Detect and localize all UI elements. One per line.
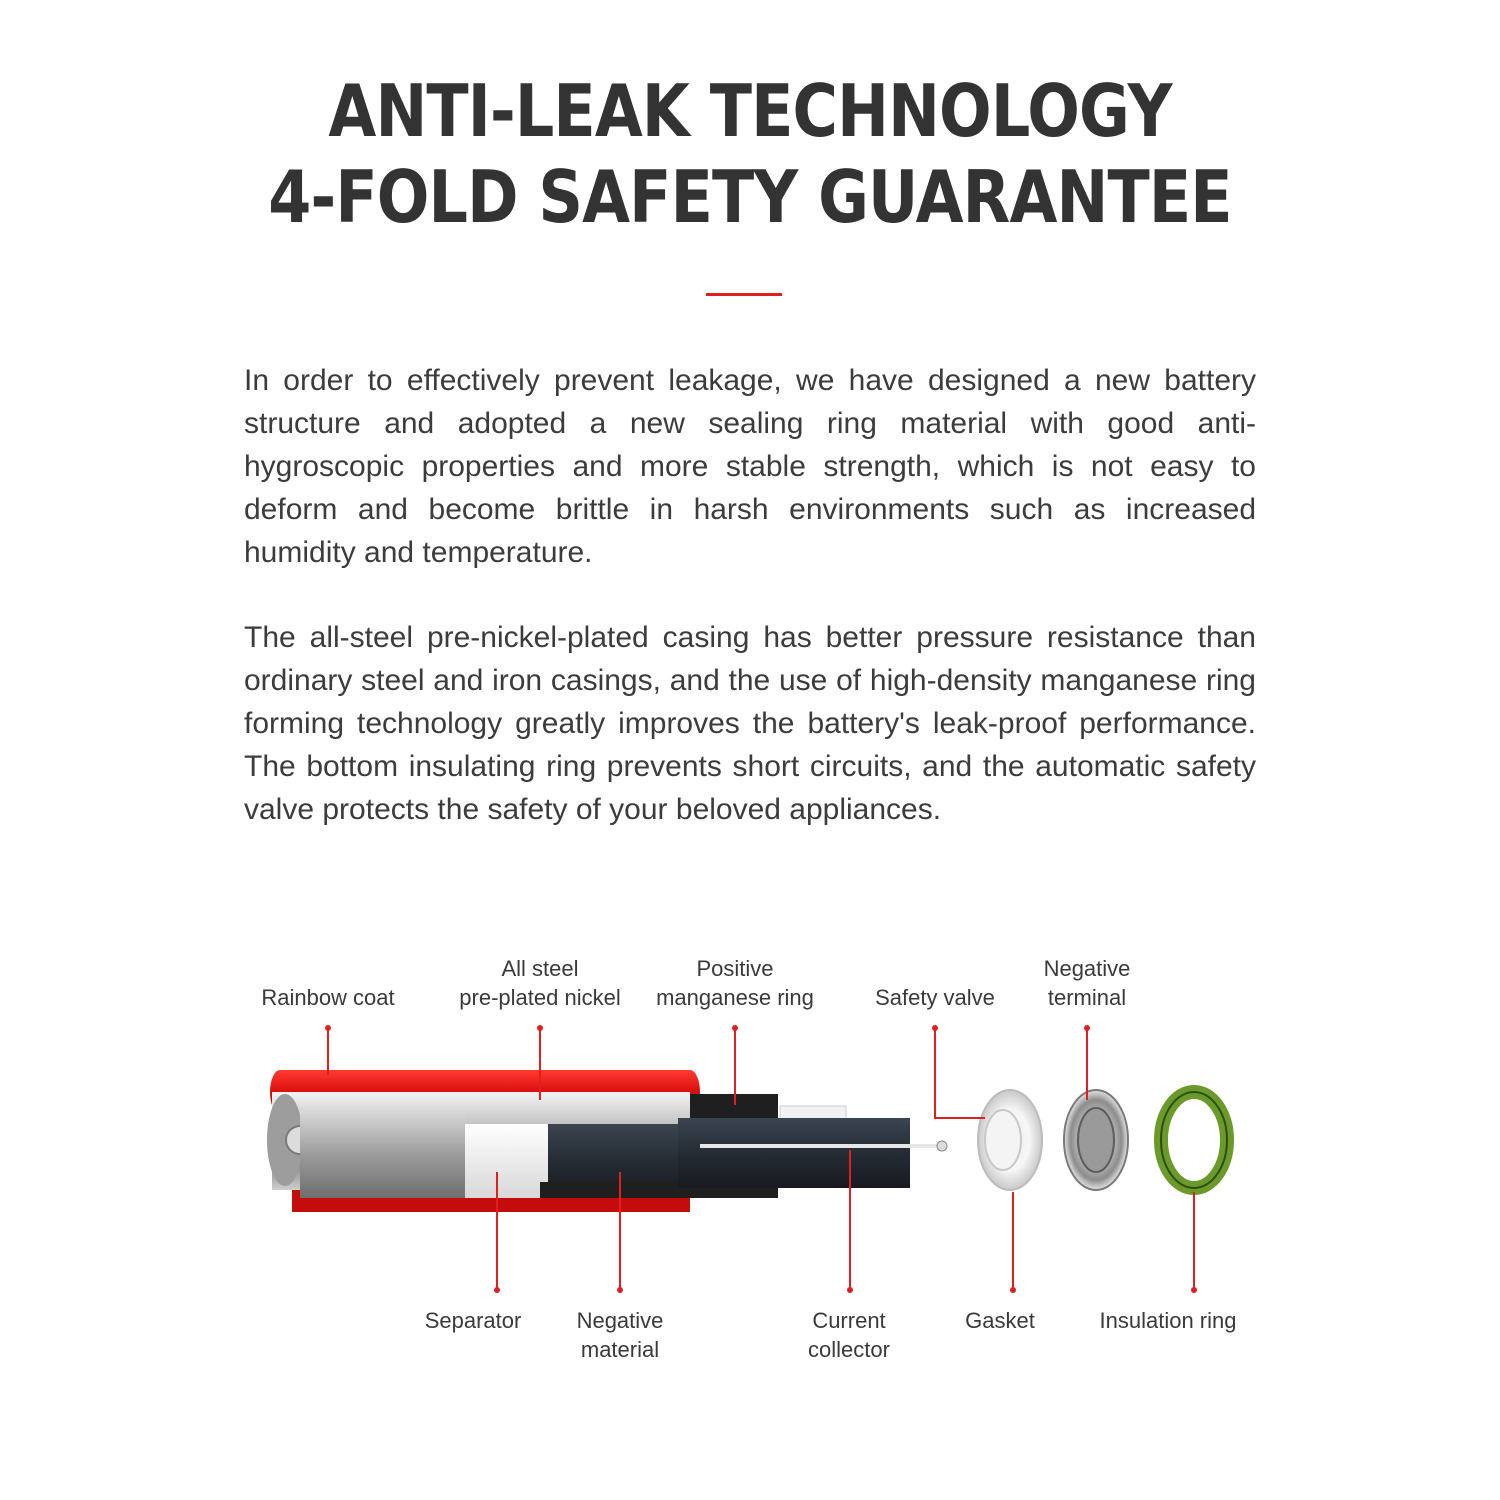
insulation-ring [1161, 1092, 1227, 1188]
rod-shape [678, 1118, 910, 1188]
collector-pin-shape [700, 1144, 940, 1148]
separator-shape [465, 1124, 550, 1198]
battery-body [267, 1070, 947, 1212]
label-rainbow-coat: Rainbow coat [261, 985, 395, 1010]
title-line-1: ANTI-LEAK TECHNOLOGY [328, 69, 1172, 153]
inner-core-shape [300, 1112, 465, 1198]
label-negative-material-1: Negative [576, 1308, 664, 1333]
label-all-steel-1: All steel [501, 956, 579, 981]
label-current-collector-2: collector [808, 1337, 890, 1362]
label-insulation-ring: Insulation ring [1099, 1308, 1237, 1333]
label-positive-1: Positive [696, 956, 774, 981]
label-gasket: Gasket [965, 1308, 1035, 1333]
intro-paragraph: In order to effectively prevent leakage, we have designed a new battery structure and adopted a new sealing ring material with good anti-hygroscopic properties and more stable strength, which is not easy to deform and become brittle in harsh environments such as increased humidity and temperature. [244, 364, 1256, 569]
negative-terminal [1064, 1090, 1128, 1190]
label-current-collector-1: Current [812, 1308, 886, 1333]
title-line-2: 4-FOLD SAFETY GUARANTEE [268, 155, 1232, 239]
label-negative-terminal-1: Negative [1043, 956, 1131, 981]
label-separator: Separator [424, 1308, 522, 1333]
label-all-steel-2: pre-plated nickel [459, 985, 621, 1010]
collector-pin-head [937, 1141, 947, 1151]
label-negative-terminal-2: terminal [1047, 985, 1127, 1010]
gasket [978, 1090, 1042, 1190]
label-negative-material-2: material [580, 1337, 660, 1362]
label-safety-valve: Safety valve [875, 985, 995, 1010]
casing-paragraph: The all-steel pre-nickel-plated casing has better pressure resistance than ordinary steel and iron casings, and the use of high-density manganese ring forming technology greatly improves the battery's leak-proof performance. The bottom insulating ring prevents short circuits, and the automatic safety valve protects the safety of your beloved appliances. [244, 621, 1256, 826]
label-positive-2: manganese ring [656, 985, 814, 1010]
